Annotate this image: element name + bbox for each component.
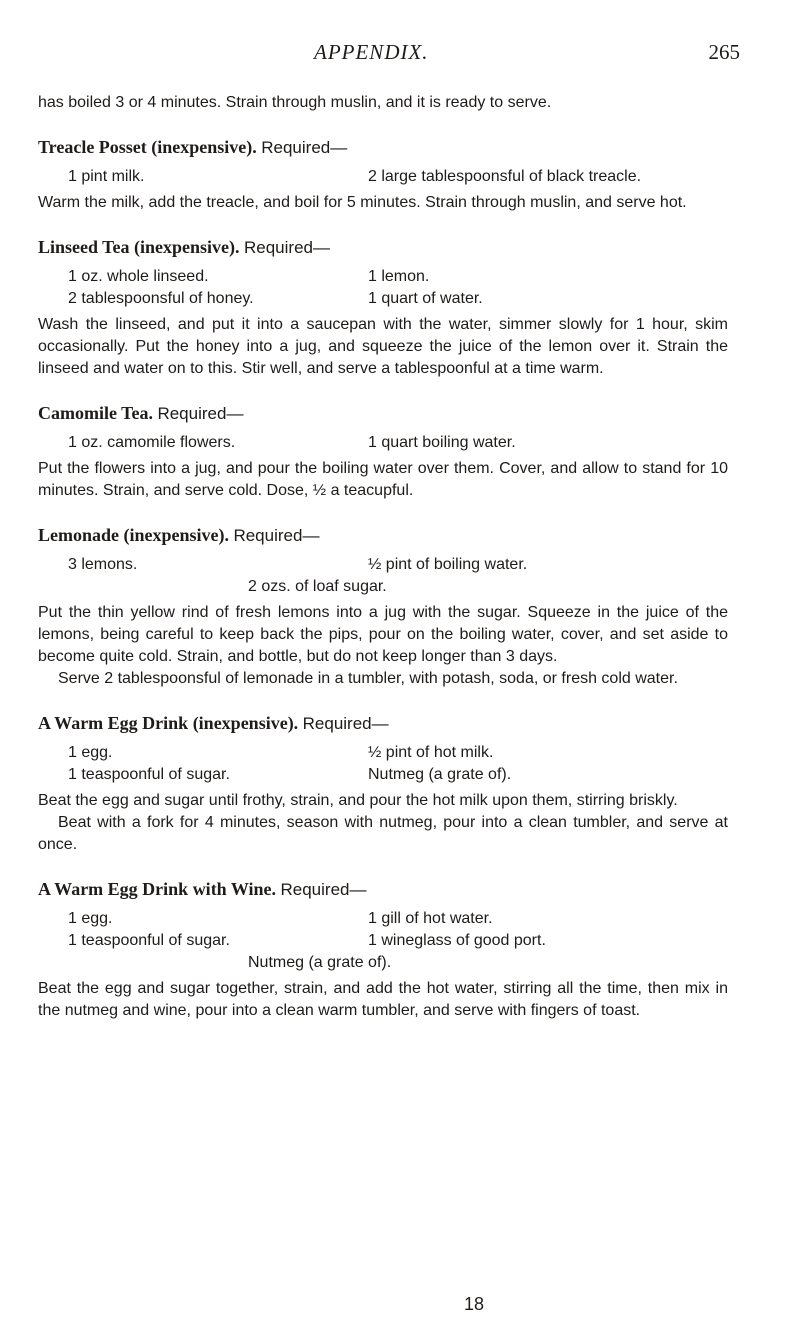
ingredient-row xyxy=(38,930,728,952)
method-paragraph: Beat the egg and sugar until frothy, strain, and pour the hot milk upon them, stirring briskly. xyxy=(38,792,678,809)
ingredient: 1 teaspoonful of sugar. xyxy=(68,766,230,783)
required-label: Required— xyxy=(157,404,244,423)
ingredient: Nutmeg (a grate of). xyxy=(248,954,392,971)
ingredient: 2 tablespoonsful of honey. xyxy=(68,290,254,307)
intro-paragraph: has boiled 3 or 4 minutes. Strain through muslin, and it is ready to serve. xyxy=(38,94,552,111)
required-label: Required— xyxy=(280,880,367,899)
ingredient: 1 oz. camomile flowers. xyxy=(68,434,236,451)
recipe-heading xyxy=(38,524,728,548)
recipe-heading xyxy=(38,712,728,736)
recipe-title: Camomile Tea. xyxy=(38,403,153,423)
ingredient: 2 ozs. of loaf sugar. xyxy=(248,578,387,595)
ingredient-list xyxy=(38,432,728,454)
recipe-title: Linseed Tea (inexpensive). xyxy=(38,237,240,257)
ingredient: Nutmeg (a grate of). xyxy=(368,766,512,783)
ingredient: 2 large tablespoonsful of black treacle. xyxy=(368,168,642,185)
page-content xyxy=(38,92,728,1022)
required-label: Required— xyxy=(302,714,389,733)
recipe-title: Treacle Posset (inexpensive). xyxy=(38,137,257,157)
ingredient: 1 pint milk. xyxy=(68,168,145,185)
ingredient-row xyxy=(38,266,728,288)
ingredient-row xyxy=(38,908,728,930)
ingredient-list xyxy=(38,908,728,974)
recipe-title: Lemonade (inexpensive). xyxy=(38,525,229,545)
recipe-heading xyxy=(38,878,728,902)
required-label: Required— xyxy=(233,526,320,545)
ingredient-list xyxy=(38,554,728,598)
method-paragraph: Wash the linseed, and put it into a saucepan with the water, simmer slowly for 1 hour, skim occasionally. Put the honey into a jug, and squeeze the juice of the lemon over it. Strain the linseed and water on to this. Stir well, and serve a tablespoonful at a time warm. xyxy=(38,316,728,377)
recipe-camomile-tea xyxy=(38,402,728,502)
ingredient: 1 teaspoonful of sugar. xyxy=(68,932,230,949)
required-label: Required— xyxy=(243,238,330,257)
ingredient: 1 lemon. xyxy=(368,268,430,285)
running-head: APPENDIX. xyxy=(314,40,429,64)
recipe-title: A Warm Egg Drink (inexpensive). xyxy=(38,713,299,733)
ingredient: 1 quart boiling water. xyxy=(368,434,516,451)
method-paragraph: Put the thin yellow rind of fresh lemons into a jug with the sugar. Squeeze in the juice of the lemons, being careful to keep back the pips, pour on the boiling water, cover, and set aside to become quite cold. Strain, and bottle, but do not keep longer than 3 days. xyxy=(38,604,728,665)
ingredient-list xyxy=(38,166,728,188)
method-paragraph: Beat with a fork for 4 minutes, season with nutmeg, pour into a clean tumbler, and serve at once. xyxy=(38,814,728,853)
ingredient-row xyxy=(38,952,728,974)
ingredient-list xyxy=(38,266,728,310)
method-paragraph: Warm the milk, add the treacle, and boil for 5 minutes. Strain through muslin, and serve hot. xyxy=(38,194,687,211)
ingredient: 1 egg. xyxy=(68,744,113,761)
ingredient: ½ pint of boiling water. xyxy=(368,556,528,573)
recipe-heading xyxy=(38,136,728,160)
recipe-heading xyxy=(38,402,728,426)
ingredient: 1 gill of hot water. xyxy=(368,910,493,927)
recipe-warm-egg-drink-wine xyxy=(38,878,728,1022)
recipe-heading xyxy=(38,236,728,260)
page-header xyxy=(300,40,780,72)
ingredient-row xyxy=(38,576,728,598)
recipe-title: A Warm Egg Drink with Wine. xyxy=(38,879,277,899)
ingredient-row xyxy=(38,742,728,764)
ingredient-row xyxy=(38,432,728,454)
page-number: 265 xyxy=(708,40,740,64)
method-paragraph: Beat the egg and sugar together, strain, and add the hot water, stirring all the time, then mix in the nutmeg and wine, pour into a clean warm tumbler, and serve with fingers of toast. xyxy=(38,980,728,1019)
recipe-lemonade xyxy=(38,524,728,690)
ingredient: 3 lemons. xyxy=(68,556,138,573)
recipe-linseed-tea xyxy=(38,236,728,380)
method-paragraph: Put the flowers into a jug, and pour the boiling water over them. Cover, and allow to stand for 10 minutes. Strain, and serve cold. Dose, ½ a teacupful. xyxy=(38,460,728,499)
ingredient-row xyxy=(38,554,728,576)
recipe-treacle-posset xyxy=(38,136,728,214)
required-label: Required— xyxy=(261,138,348,157)
method-paragraph: Serve 2 tablespoonsful of lemonade in a tumbler, with potash, soda, or fresh cold water. xyxy=(58,670,678,687)
ingredient-row xyxy=(38,764,728,786)
ingredient: ½ pint of hot milk. xyxy=(368,744,494,761)
ingredient: 1 wineglass of good port. xyxy=(368,932,546,949)
ingredient: 1 egg. xyxy=(68,910,113,927)
ingredient: 1 quart of water. xyxy=(368,290,483,307)
signature-mark: 18 xyxy=(464,1294,485,1314)
ingredient-list xyxy=(38,742,728,786)
ingredient-row xyxy=(38,288,728,310)
ingredient-row xyxy=(38,166,728,188)
recipe-warm-egg-drink xyxy=(38,712,728,856)
ingredient: 1 oz. whole linseed. xyxy=(68,268,209,285)
